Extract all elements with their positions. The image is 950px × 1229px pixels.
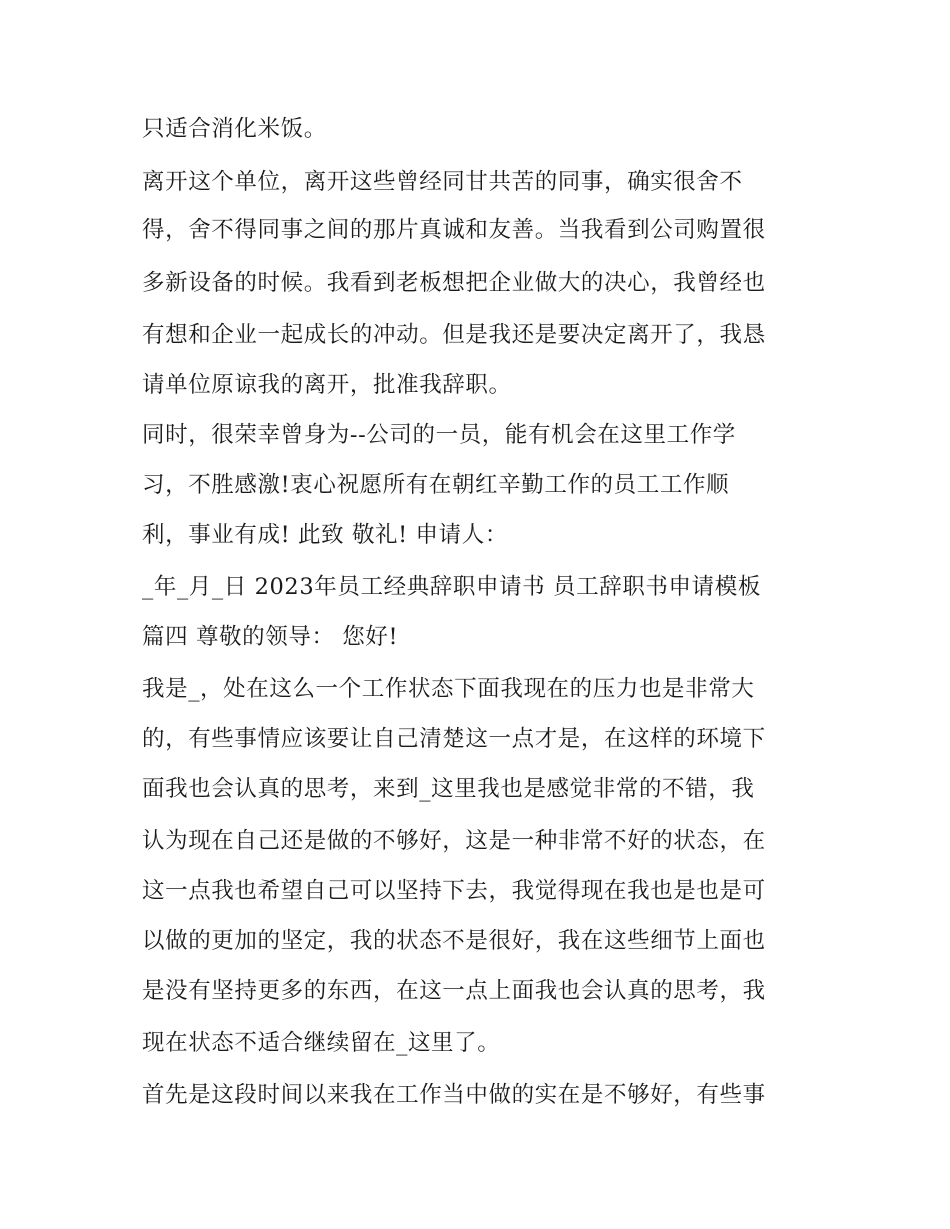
text-line: 只适合消化米饭。 bbox=[142, 116, 327, 142]
text-line: 我是_，处在这么一个工作状态下面我现在的压力也是非常大 bbox=[142, 676, 755, 702]
text-line: 的，有些事情应该要让自己清楚这一点才是，在这样的环境下 bbox=[142, 726, 766, 752]
text-line: 多新设备的时候。我看到老板想把企业做大的决心，我曾经也 bbox=[142, 270, 766, 296]
text-line: 离开这个单位，离开这些曾经同甘共苦的同事，确实很舍不 bbox=[142, 169, 743, 195]
text-line: 篇四 尊敬的领导： 您好! bbox=[142, 624, 399, 650]
text-line: 面我也会认真的思考，来到_这里我也是感觉非常的不错，我 bbox=[142, 776, 755, 802]
text-line: 有想和企业一起成长的冲动。但是我还是要决定离开了，我恳 bbox=[142, 322, 766, 348]
text-line: 利，事业有成! 此致 敬礼! 申请人： bbox=[142, 522, 508, 548]
text-line: 同时，很荣幸曾身为--公司的一员，能有机会在这里工作学 bbox=[142, 422, 736, 448]
text-line: 以做的更加的坚定，我的状态不是很好，我在这些细节上面也 bbox=[142, 928, 766, 954]
text-line: 是没有坚持更多的东西，在这一点上面我也会认真的思考，我 bbox=[142, 978, 766, 1004]
text-line: 首先是这段时间以来我在工作当中做的实在是不够好，有些事 bbox=[142, 1082, 766, 1108]
text-line: 认为现在自己还是做的不够好，这是一种非常不好的状态，在 bbox=[142, 828, 766, 854]
text-line: 这一点我也希望自己可以坚持下去，我觉得现在我也是也是可 bbox=[142, 878, 766, 904]
text-line: 得，舍不得同事之间的那片真诚和友善。当我看到公司购置很 bbox=[142, 217, 766, 243]
text-line: 现在状态不适合继续留在_这里了。 bbox=[142, 1030, 501, 1056]
text-line: _年_月_日 2023年员工经典辞职申请书 员工辞职书申请模板 bbox=[142, 574, 761, 600]
text-line: 请单位原谅我的离开，批准我辞职。 bbox=[142, 372, 512, 398]
text-line: 习，不胜感激!衷心祝愿所有在朝红辛勤工作的员工工作顺 bbox=[142, 472, 730, 498]
